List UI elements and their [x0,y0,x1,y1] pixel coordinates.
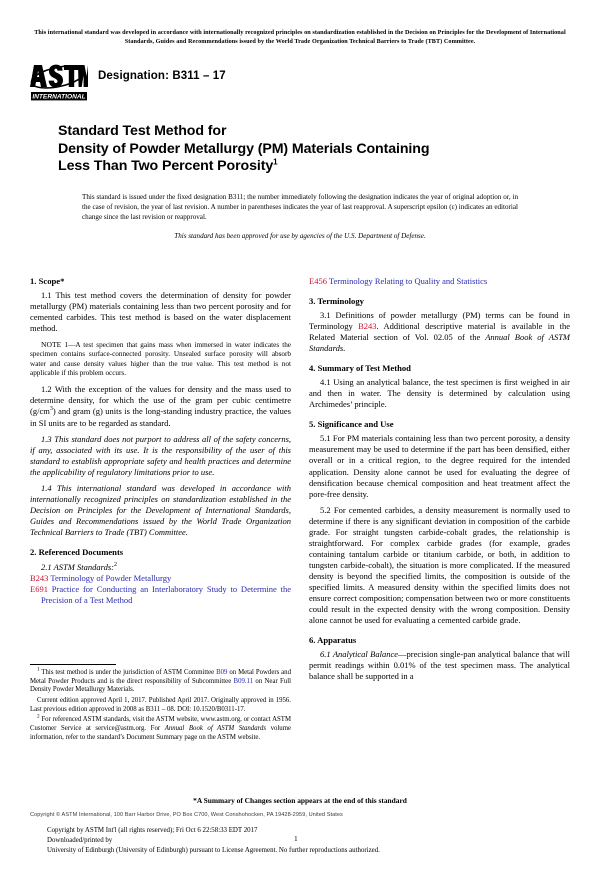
subheading-astm-standards [30,562,291,573]
download-notice [47,826,567,857]
designation-label: Designation: B311 – 17 [98,70,226,82]
astm-logo [30,59,92,101]
footnote-2-part-a: For referenced ASTM standards, visit the ASTM website, www.astm.org, or contact ASTM Customer Service at service@astm.org. For [30,716,291,732]
footnote-1-marker: 1 [37,666,40,673]
page-number: 1 [294,834,298,843]
footnote-2-part-b: volume information, refer to the standard’s Document Summary page on the ASTM website. [30,724,292,741]
heading-apparatus: 6. Apparatus [309,635,357,646]
download-line-3: University of Edinburgh (University of Edinburgh) pursuant to License Agreement. No further reproductions authorized. [47,847,380,855]
reference-entry[interactable] [309,276,570,287]
title-line-2: Density of Powder Metallurgy (PM) Materials Containing [58,140,430,157]
paragraph-6-1 [309,649,570,682]
masthead [0,59,600,101]
astm-logo-icon [30,61,88,101]
download-line-2: Downloaded/printed by [47,837,113,845]
paragraph-3-1-part-b: . Additional descriptive material is available in the Related Material section of Vol. 02.05 of the [309,321,570,343]
footnote-current-edition: Current edition approved April 1, 2017. Published April 2017. Originally approved in 1956. Last previous edition approved in 2008 as B311 – 08. DOI: 10.1520/B0311-17. [30,696,291,713]
heading-terminology: 3. Terminology [309,296,364,307]
paragraph-6-1-rest: —precision single-pan analytical balance that will permit readings within 0.01% of the test specimen mass. The analytical balance shall be supported in a [309,649,570,682]
paragraph-3-1-part-c: . [343,343,346,354]
reference-standard-id[interactable]: E456 [309,276,327,286]
footnote-2-italic: Annual Book of ASTM Standards [164,724,267,732]
download-line-1: Copyright by ASTM Int'l (all rights reserved); Fri Oct 6 22:58:33 EDT 2017 [47,827,258,834]
document-page [0,28,600,878]
paragraph-5-2: 5.2 For cemented carbides, a density measurement is normally used to determine if there is any significant deviation in composition of the carbide grade. For straight tungsten carbide-cobalt grades, the relationship is straightforward. For complex carbide grades (for example, grades containing tantalum carbide or titanium carbide, or both, in addition to tungsten carbide-cobalt), the situation is more complicated. If the measured density is beyond the specified limits, the composition is outside of the specified limits. A measured density within the specified limits does not ensure correct composition; compensation between two or more constituents could result in the expected density with the wrong composition. Density alone cannot be used for evaluating a cemented carbide grade. [309,504,570,626]
footnote-1-part-b: on Metal Powders and Metal Powder Products and is the direct responsibility of Subcommittee [30,669,291,685]
heading-scope: 1. Scope* [30,276,65,286]
issuance-paragraph: This standard is issued under the fixed designation B311; the number immediately following the designation indicates the year of original adoption or, in the case of revision, the year of last revision. A number in parentheses indicates the year of last reapproval. A superscript epsilon (ε) indicates an editorial change since the last revision or reapproval. [82,192,518,221]
note-1-text: —A test specimen that gains mass when immersed in water indicates the specimen contains surface-connected porosity. Unsealed surface porosity will absorb water and cause density values higher than the true value. This test method is not applicable if this problem occurs. [30,341,291,378]
title-line-3 [58,158,570,176]
title-line-1: Standard Test Method for [58,123,227,139]
note-1-label: NOTE 1 [41,340,69,350]
paragraph-1-2: 1.2 With the exception of the values for density and the mass used to determine density, for which the use of the gram per cubic centimetre $(g/cm^3)$ and gram (g) units is the long-standing industry practice, the values in SI units are to be regarded as standard. [30,384,291,428]
paragraph-1-4: 1.4 This international standard was developed in accordance with internationally recognized principles on standardization established in the Decision on Principles for the Development of International Standards, Guides and Recommendations issued by the World Trade Organization Technical Barriers to Trade (TBT) Committee. [30,482,291,537]
reference-standard-id[interactable]: B243 [30,573,49,584]
heading-significance-and-use: 5. Significance and Use [309,419,394,430]
note-1 [30,340,291,378]
paragraph-1-1: 1.1 This test method covers the determination of density for powder metallurgy (PM) materials containing less than two percent porosity and for cemented carbides. This test method is based on the water displacement method. [30,290,291,334]
paragraph-3-1-part-a: 3.1 Definitions of powder metallurgy (PM) terms can be found in Terminology [309,310,570,332]
title-block [58,123,570,176]
footnote-1 [30,666,291,695]
footnote-separator-rule [30,664,116,665]
copyright-line: Copyright © ASTM International, 100 Barr Harbor Drive, PO Box C700, West Conshohocken, PA 19428-2959, United States [30,812,343,818]
paragraph-1-3: 1.3 This standard does not purport to address all of the safety concerns, if any, associated with its use. It is the responsibility of the user of this standard to establish appropriate safety and health practices and determine the applicability of regulatory limitations prior to use. [30,433,291,477]
inline-link-b243[interactable]: B243 [358,321,377,332]
footnote-2-marker: 2 [37,714,40,721]
reference-standard-title[interactable]: Practice for Conducting an Interlaboratory Study to Determine the Precision of a Test Method [41,584,292,606]
inline-link-b09-11[interactable]: B09.11 [233,677,254,685]
title-line-3-text: Less Than Two Percent Porosity [58,158,274,174]
heading-summary-of-test-method: 4. Summary of Test Method [309,363,411,374]
tbt-header-note: This international standard was developed in accordance with internationally recognized principles on standardization established in the Decision on Principles for the Development of International Standards, Guides and Recommendations issued by the World Trade Organization Technical Barriers to Trade (TBT) Committee. [34,29,566,45]
heading-referenced-documents: 2. Referenced Documents [30,546,124,557]
paragraph-3-1-italic: Annual Book of ASTM Standards [309,332,570,354]
left-column [30,276,291,682]
paragraph-5-1: 5.1 For PM materials containing less than two percent porosity, a density measurement may be used to determine if the part has been densified, either overall or in a critical region, to the degree required for the intended application. Density alone cannot be used for evaluating the degree of densification because chemical composition and heat treatment affect the pore-free density. [309,433,570,499]
reference-standard-title[interactable]: Terminology of Powder Metallurgy [50,573,172,584]
paragraph-3-1 [309,310,570,354]
summary-of-changes-note: *A Summary of Changes section appears at the end of this standard [193,796,407,805]
body-columns [30,276,570,682]
footnote-1-part-c: on Near Full Density Powder Metallurgy Materials. [30,677,291,694]
title-footnote-marker: 1 [273,157,278,167]
footnote-1-part-a: This test method is under the jurisdiction of ASTM Committee [39,669,217,676]
right-column [309,276,570,682]
subheading-footnote-marker: 2 [113,562,117,569]
astm-logo-subtext: INTERNATIONAL [32,93,86,101]
paragraph-4-1: 4.1 Using an analytical balance, the test specimen is first weighed in air and then in water. The density is determined by calculation using Archimedes’ principle. [309,377,570,410]
reference-standard-id[interactable]: E691 [30,584,48,595]
reference-entry[interactable] [30,573,291,584]
footnotes-block [30,664,291,742]
dod-approval-note: This standard has been approved for use by agencies of the U.S. Department of Defense. [174,232,426,241]
reference-standard-title[interactable]: Terminology Relating to Quality and Statistics [328,276,488,286]
reference-entry[interactable] [30,584,291,606]
inline-link-b09[interactable]: B09 [216,669,228,676]
paragraph-6-1-term: 6.1 Analytical Balance [320,649,399,660]
footnote-2 [30,716,291,742]
subheading-astm-standards-text: 2.1 ASTM Standards: [41,561,114,572]
